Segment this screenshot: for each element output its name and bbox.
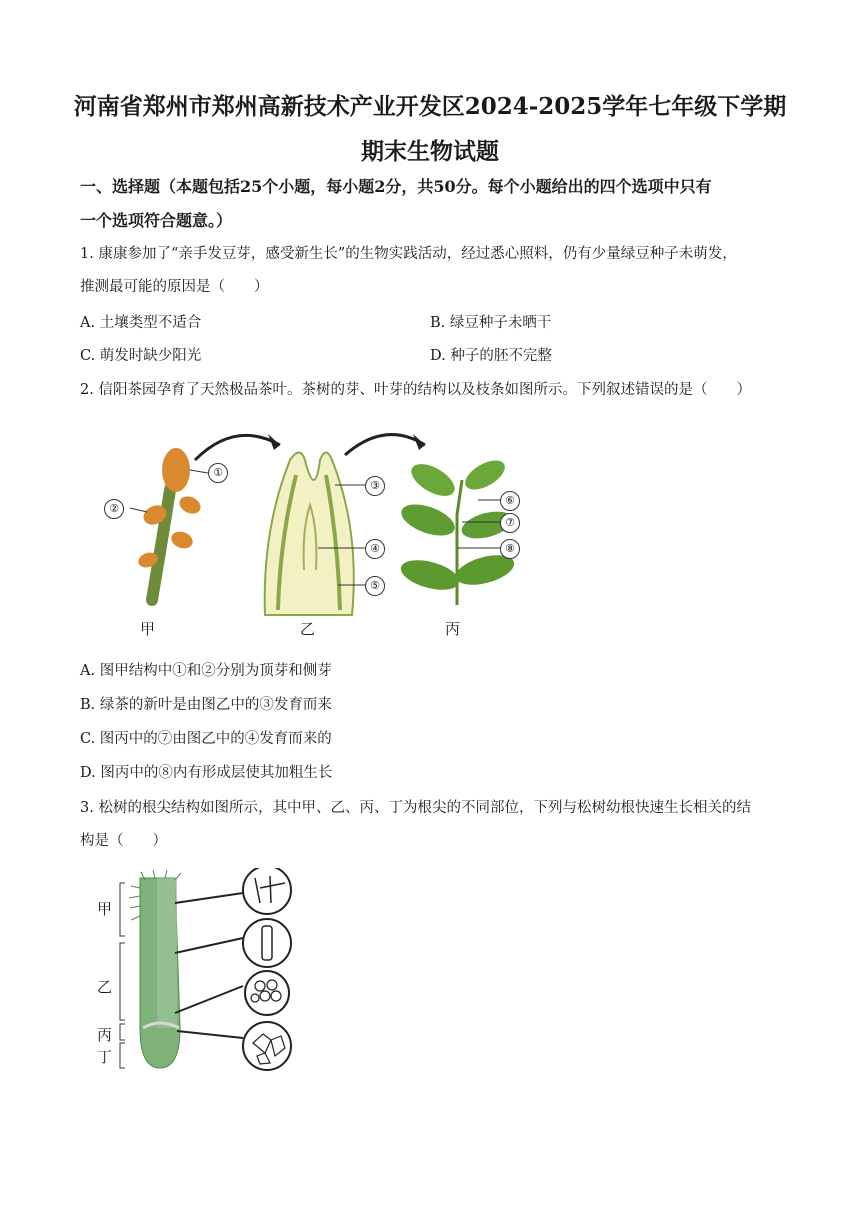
marker-4: ④ — [365, 539, 385, 559]
question-2-stem: 2. 信阳茶园孕育了天然极品茶叶。茶树的芽、叶芽的结构以及枝条如图所示。下列叙述错误的是（ ） — [80, 382, 751, 398]
leaf-2 — [460, 454, 509, 495]
q2-option-d: D. 图丙中的⑧内有形成层使其加粗生长 — [80, 765, 333, 781]
title-line-1: 河南省郑州市郑州高新技术产业开发区2024-2025学年七年级下学期 — [73, 93, 787, 120]
marker-5: ⑤ — [365, 576, 385, 596]
marker-3: ③ — [365, 476, 385, 496]
arrow-1 — [195, 435, 280, 460]
cell-circle-meristem — [245, 971, 289, 1015]
q1-option-b: B. 绿豆种子未晒干 — [430, 315, 552, 331]
label-yi: 乙 — [97, 978, 113, 996]
arrow-2 — [345, 435, 425, 455]
arrow-1-head — [268, 434, 280, 450]
terminal-bud — [162, 448, 190, 492]
root-tip-svg — [95, 868, 305, 1078]
section-heading-line-2: 一个选项符合题意。） — [80, 211, 233, 230]
q2-option-a: A. 图甲结构中①和②分别为顶芽和侧芽 — [80, 663, 332, 679]
caption-bing: 丙 — [445, 620, 461, 638]
marker-2: ② — [104, 499, 124, 519]
leaf-1 — [406, 458, 460, 503]
lateral-bud-3 — [169, 529, 195, 552]
q1-option-a: A. 土壤类型不适合 — [80, 315, 202, 331]
question-3-stem — [80, 792, 790, 858]
leaf-3 — [397, 498, 459, 542]
section-heading-line-1: 一、选择题（本题包括25个小题，每小题2分，共50分。每个小题给出的四个选项中只有 — [80, 177, 712, 196]
q2-option-c: C. 图丙中的⑦由图乙中的④发育而来的 — [80, 731, 332, 747]
q2-option-b: B. 绿茶的新叶是由图乙中的③发育而来 — [80, 697, 332, 713]
caption-jia: 甲 — [140, 620, 156, 638]
q2-figure — [90, 420, 550, 650]
marker-1: ① — [208, 463, 228, 483]
question-1-stem — [80, 238, 790, 304]
caption-yi: 乙 — [300, 620, 316, 638]
question-3-line-2: 构是（ ） — [80, 833, 167, 849]
label-ding: 丁 — [97, 1048, 113, 1066]
q1-option-d: D. 种子的胚不完整 — [430, 348, 552, 364]
question-1-line-2: 推测最可能的原因是（ ） — [80, 279, 269, 295]
leaf-5 — [398, 555, 463, 596]
q2-figure-svg — [90, 420, 550, 650]
lateral-bud-2 — [177, 493, 204, 517]
arrow-2-head — [413, 434, 425, 450]
q3-figure — [95, 868, 305, 1078]
leafy-stem — [457, 480, 462, 605]
section-heading — [80, 170, 790, 238]
marker-6: ⑥ — [500, 491, 520, 511]
question-1-line-1: 1. 康康参加了“亲手发豆芽，感受新生长”的生物实践活动，经过悉心照料，仍有少量绿豆种子未萌发， — [80, 246, 737, 262]
q1-option-c: C. 萌发时缺少阳光 — [80, 348, 202, 364]
marker-7: ⑦ — [500, 513, 520, 533]
question-3-line-1: 3. 松树的根尖结构如图所示，其中甲、乙、丙、丁为根尖的不同部位，下列与松树幼根快速生长相关的结 — [80, 800, 751, 816]
cell-circle-hair — [243, 868, 291, 914]
label-bing: 丙 — [97, 1026, 113, 1044]
title-line-2: 期末生物试题 — [361, 138, 499, 165]
marker-8: ⑧ — [500, 539, 520, 559]
label-jia: 甲 — [97, 900, 113, 918]
